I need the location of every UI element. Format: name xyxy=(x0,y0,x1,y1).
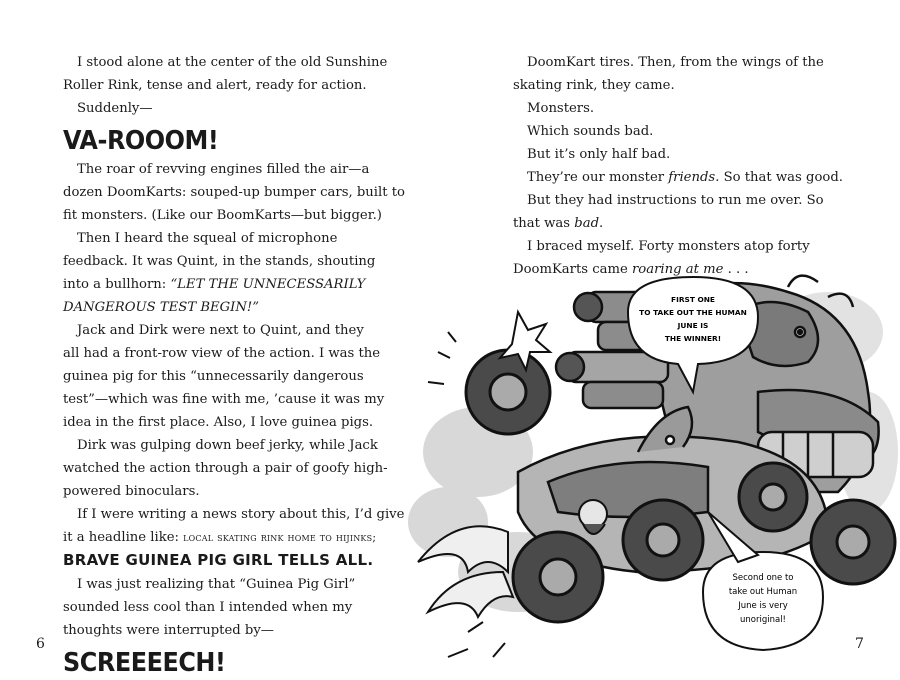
text-line: Then I heard the squeal of microphone xyxy=(77,231,338,246)
bubble-1-line: FIRST ONE xyxy=(671,295,715,304)
text-span: DoomKarts came xyxy=(513,262,632,277)
headline-smallcaps: local skating rink home to hijinks; xyxy=(183,530,377,544)
text-line: The roar of revving engines filled the air—a xyxy=(77,162,370,177)
text-line: I stood alone at the center of the old Sunshine xyxy=(77,55,388,70)
text-span: . xyxy=(599,216,604,231)
bubble-1-line: THE WINNER! xyxy=(664,334,722,343)
page-number-left: 6 xyxy=(36,636,45,652)
text-span: that was xyxy=(513,216,575,231)
text-line: guinea pig for this “unnecessarily dangerous xyxy=(63,369,364,384)
text-line: feedback. It was Quint, in the stands, shouting xyxy=(63,254,376,269)
text-line: But they had instructions to run me over. So xyxy=(527,193,824,208)
bubble-2-line: June is very xyxy=(738,601,788,611)
bubble-2-line: unoriginal! xyxy=(740,615,786,625)
sound-effect-varooom: VA-ROOOM! xyxy=(63,126,219,156)
text-line: skating rink, they came. xyxy=(513,78,675,93)
text-line: watched the action through a pair of goofy high- xyxy=(63,461,388,476)
text-span: They’re our monster xyxy=(527,170,669,185)
text-line: thoughts were interrupted by— xyxy=(63,623,274,638)
text-line xyxy=(63,526,405,549)
text-span: So that was good. xyxy=(719,170,843,185)
left-page-text xyxy=(63,51,405,680)
right-page-text xyxy=(513,51,843,281)
bubble-2-line: Second one to xyxy=(732,573,794,583)
text-span: it a headline like: xyxy=(63,530,184,545)
text-line: fit monsters. (Like our BoomKarts—but bigger.) xyxy=(63,208,382,223)
text-line: dozen DoomKarts: souped-up bumper cars, built to xyxy=(63,185,405,200)
text-line: powered binoculars. xyxy=(63,484,200,499)
text-line: DoomKart tires. Then, from the wings of the xyxy=(527,55,824,70)
text-line: If I were writing a news story about this, I’d give xyxy=(77,507,405,522)
text-line xyxy=(513,212,843,235)
text-line: I was just realizing that “Guinea Pig Girl” xyxy=(77,577,356,592)
quint-shout-cont: DANGEROUS TEST BEGIN!” xyxy=(63,300,259,315)
text-line: I braced myself. Forty monsters atop forty xyxy=(527,239,810,254)
text-line: Monsters. xyxy=(527,101,595,116)
text-line: sounded less cool than I intended when my xyxy=(63,600,353,615)
text-line: Roller Rink, tense and alert, ready for action. xyxy=(63,78,367,93)
bubble-1-line: JUNE IS xyxy=(677,321,709,330)
text-line xyxy=(63,273,405,296)
left-page xyxy=(0,0,450,678)
emphasis-friends: friends. xyxy=(668,170,720,185)
text-line: But it’s only half bad. xyxy=(527,147,671,162)
emphasis-roaring: roaring at me xyxy=(631,262,724,277)
text-span: into a bullhorn: xyxy=(63,277,171,292)
emphasis-bad: bad xyxy=(574,216,600,231)
text-line: Suddenly— xyxy=(77,101,153,116)
headline-bold: BRAVE GUINEA PIG GIRL TELLS ALL. xyxy=(63,551,374,569)
text-span: . . . xyxy=(723,262,749,277)
quint-shout: “LET THE UNNECESSARILY xyxy=(170,277,366,292)
text-line: test”—which was fine with me, ’cause it was my xyxy=(63,392,385,407)
page-number-right: 7 xyxy=(855,636,864,652)
text-line xyxy=(513,166,843,189)
bubble-1-line: TO TAKE OUT THE HUMAN xyxy=(639,308,747,317)
text-line: idea in the first place. Also, I love guinea pigs. xyxy=(63,415,374,430)
bubble-2-line: take out Human xyxy=(728,587,798,597)
text-line: Jack and Dirk were next to Quint, and they xyxy=(77,323,364,338)
text-line: Dirk was gulping down beef jerky, while Jack xyxy=(77,438,378,453)
monster-doomkart-illustration xyxy=(408,272,900,675)
sound-effect-screeeech: SCREEEECH! xyxy=(63,648,226,678)
text-line: all had a front-row view of the action. I was the xyxy=(63,346,381,361)
text-line: Which sounds bad. xyxy=(527,124,654,139)
